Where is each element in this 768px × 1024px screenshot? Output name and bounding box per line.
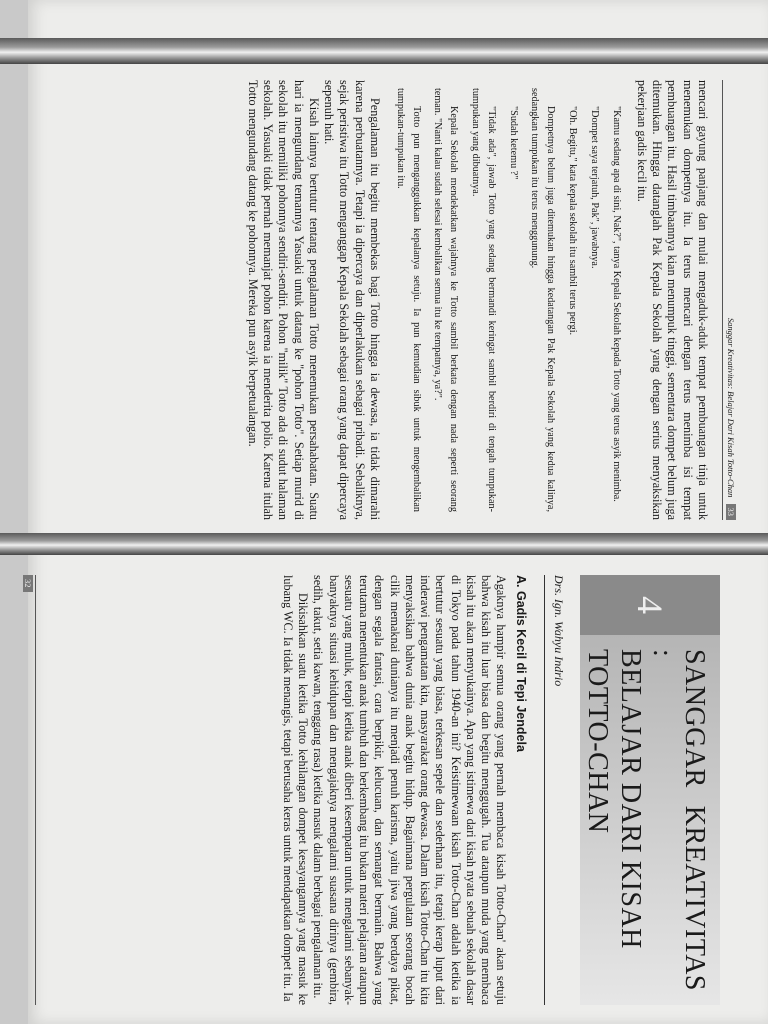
dialog-block xyxy=(392,88,624,512)
page-number: 32 xyxy=(23,575,33,592)
paragraph: Agaknya hampir semua orang yang pernah membaca kisah Totto-Chan' akan setuju bahwa kisah itu luar biasa dan begitu menggugah. Tua ataupun muda yang membaca kisah itu akan menyukainya. Apa yang istimewa dari kisah nyata sebuah sekolah dasar di Tokyo pada tahun 1940-an ini? Keistimewaan kisah Totto-Chan adalah ketika ia bertutur sesuatu yang biasa, terkesan sepele dan sederhana itu, tetapi kerap luput dari inderawi pengamatan kita, masyarakat orang dewasa. Dalam kisah Totto-Chan itu kita menyaksikan bahwa dunia anak begitu hidup. Bagaimana pergulatan seorang bocah cilik memaknai dunianya itu menjadi penuh karisma, yaitu jiwa yang berdaya pikat, dengan segala fantasi, cara berpikir, kelucuan, dan semangat bermain. Bahwa yang terutama menentukan anak tumbuh dan berkembang itu bukan materi pelajaran ataupun sesuatu yang muluk, tetapi ketika anak diberi kesempatan untuk mengalami sebanyak-banyaknya situasi kehidupan dan mengajaknya mengalami suasana dirinya (gembira, sedih, takut, setia kawan, tenggang rasa) ketika masuk dalam berbagai pengalaman itu. xyxy=(311,575,509,1005)
paragraph: Kisah lainnya bertutur tentang pengalaman Totto menemukan persahabatan. Suatu hari ia mengundang temannya Yasuaki untuk datang ke "pohon Totto". Setiap murid di sekolah itu memiliki pohonnya sendiri-sendiri. Pohon "milik" Totto ada di sudut halaman sekolah. Yasuaki tidak pernah memanjat pohon karena ia menderita polio. Karena itulah Totto mengundang datang ke pohonnya. Mereka pun asyik berpetualangan. xyxy=(246,80,321,520)
book-binding-top xyxy=(0,38,768,64)
chapter-title-line: TOTTO-CHAN xyxy=(582,649,614,834)
page-number: 33 xyxy=(726,504,736,521)
paragraph: Pengalaman itu begitu membekas bagi Totto hingga ia dewasa, ia tidak dimarahi karena perbuatannya. Tetapi ia dipercaya dan diperlakukan sebagai pribadi. Sebaliknya, sejak peristiwa itu Totto menganggap Kepala Sekolah sebagai orang yang dapat dipercaya sepenuh hati. xyxy=(322,80,382,520)
section-heading: A. Gadis Kecil di Tepi Jendela xyxy=(514,575,528,752)
dialog-line: "Tidak ada", jawab Totto yang sedang bermandi keringat sambil berdiri di tengah tumpukan-tumpukan yang dibuatnya. xyxy=(470,88,497,512)
chapter-number: 4 xyxy=(580,575,720,635)
chapter-title-line: SANGGAR KREATIVITAS : xyxy=(646,649,710,991)
dialog-line: Kepala Sekolah mendekatkan wajahnya ke Totto sambil berkata dengan nada seperti seorang teman. "Nanti kalau sudah selesai kembalikan semua itu ke tempatnya, ya?". xyxy=(432,88,460,512)
dialog-line: Dompetnya belum juga ditemukan hingga kedatangan Pak Kepala Sekolah yang kedua kalinya, sedangkan tumpukan itu terus menggunung. xyxy=(529,88,557,512)
dialog-line: "Sudah ketemu ?" xyxy=(507,106,519,180)
paragraph: mencari gayung panjang dan mulai mengaduk-aduk tempat pembuangan tinja untuk menemukan dompetnya itu. Ia terus mencari dengan terus menimba isi tempat pembuangan itu. Hasil timbaannya kian menumpuk tinggi, sementara dompet belum juga ditemukan. Hingga datanglah Pak Kepala Sekolah yang dengan serius menyaksikan pekerjaan gadis kecil itu. xyxy=(635,80,710,520)
dialog-line: "Kamu sedang apa di sini, Nak?", tanya Kepala Sekolah kepada Totto yang terus asyik menimba. xyxy=(610,106,622,502)
book-binding-middle xyxy=(0,533,768,555)
page-footer xyxy=(20,575,36,1005)
page-32 xyxy=(22,575,720,1005)
author-name: Drs. Ign. Wahyu Indrio xyxy=(544,575,566,1005)
dialog-line: Totto pun menganggukkan kepalanya setuju. Ia pun kemudian sibuk untuk mengembalikan tumpukan-tumpukan itu. xyxy=(394,88,422,512)
dialog-line: "Dompet saya terjatuh, Pak", jawabnya. xyxy=(588,106,600,269)
dialog-line: "Oh. Begitu," kata kepala sekolah itu sambil terus pergi. xyxy=(567,106,579,336)
chapter-title-line: BELAJAR DARI KISAH xyxy=(614,649,646,949)
running-head xyxy=(722,80,736,520)
chapter-title xyxy=(580,635,720,1005)
paragraph: Dikisahkan suatu ketika Totto kehilangan dompet kesayangannya yang masuk ke lubang WC. Ia tidak menangis, tetapi berusaha keras untuk mendapatkan dompet itu. Ia xyxy=(280,575,311,1005)
running-head-title: Sanggar Kreativitas: Belajar Dari Kisah Totto-Chan xyxy=(726,317,736,498)
chapter-header xyxy=(580,575,720,1005)
page-33 xyxy=(50,80,736,520)
